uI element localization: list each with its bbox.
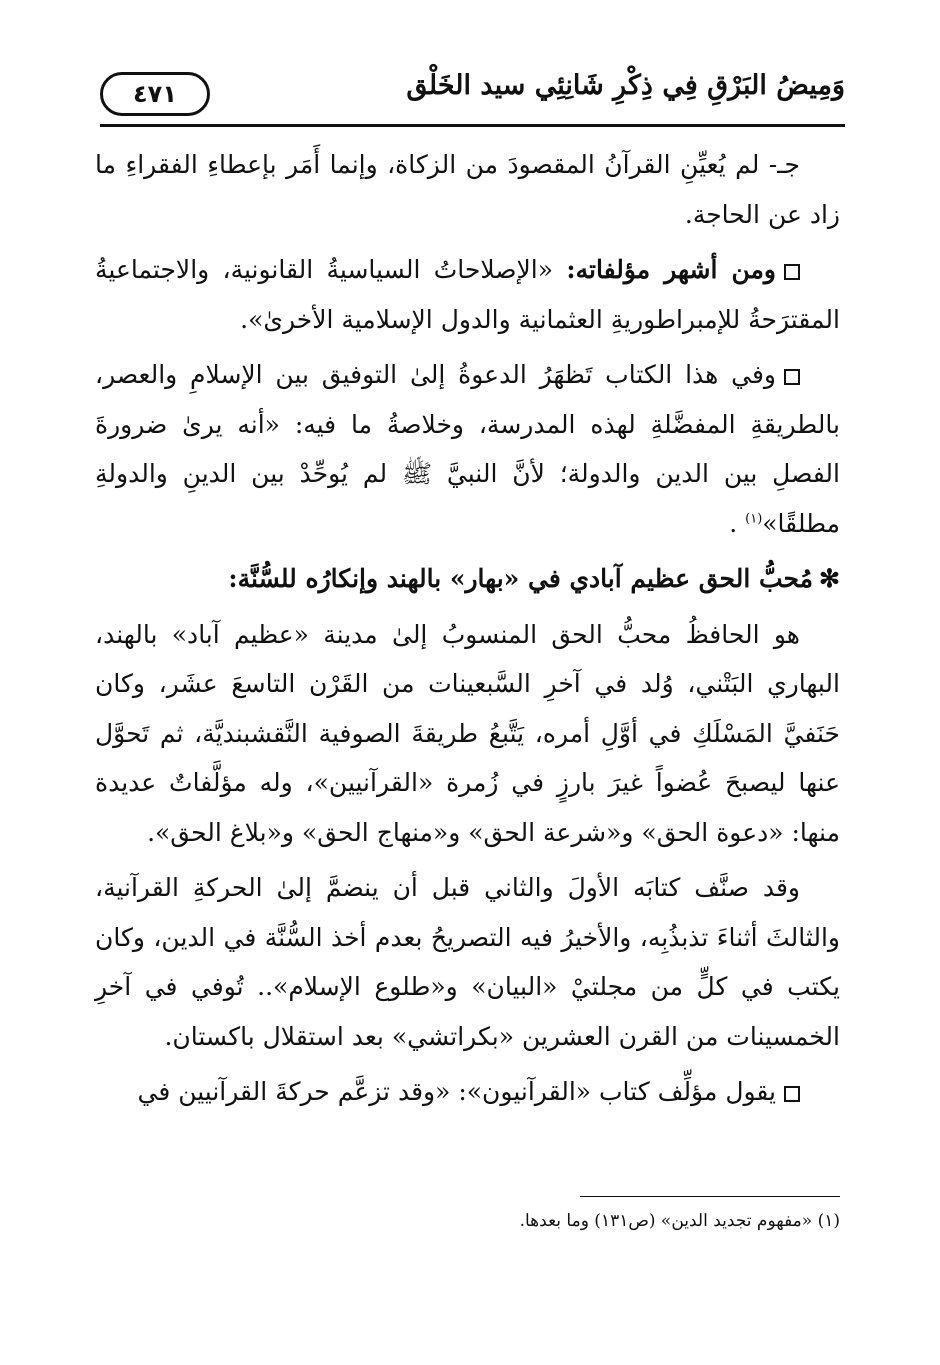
footnote-rule <box>580 1196 840 1197</box>
square-bullet-icon <box>784 369 800 385</box>
header-rule <box>100 124 845 127</box>
paragraph-2-text: «الإصلاحاتُ السياسيةُ القانونية، والاجتماعيةُ المقترَحةُ للإمبراطوريةِ العثمانية والدول الإسلامية الأخرىٰ». <box>95 255 840 334</box>
paragraph-6-text: يقول مؤلِّف كتاب «القرآنيون»: «وقد تزعَّم حركةَ القرآنيين في <box>137 1077 776 1106</box>
square-bullet-icon <box>784 264 800 280</box>
paragraph-5: وقد صنَّف كتابَه الأولَ والثاني قبل أن ينضمَّ إلىٰ الحركةِ القرآنية، والثالثَ أثناءَ تذبذُبِه، والأخيرُ فيه التصريحُ بعدم أخذ السُّنَّة في الدين، وكان يكتب في كلٍّ من مجلتيْ «البيان» و«طلوع الإسلام».. تُوفي في آخرِ الخمسينات من القرن العشرين «بكراتشي» بعد استقلال باكستان. <box>95 873 840 1051</box>
section-heading-text: مُحبُّ الحق عظيم آبادي في «بهار» بالهند وإنكارُه للسُّنَّة: <box>228 564 814 593</box>
page-header <box>100 68 845 124</box>
paragraph-3-text: وفي هذا الكتاب تَظهَرُ الدعوةُ إلىٰ التوفيق بين الإسلامِ والعصر، بالطريقةِ المفضَّلةِ لهذه المدرسة، وخلاصةُ ما فيه: «أنه يرىٰ ضرورةَ الفصلِ بين الدين والدولة؛ لأنَّ النبيَّ ﷺ لم يُوحِّدْ بين الدينِ والدولةِ مطلقًا» <box>95 360 840 538</box>
paragraph-1: جـ- لم يُعيِّنِ القرآنُ المقصودَ من الزكاة، وإنما أَمَر بإعطاءِ الفقراءِ ما زاد عن الحاجة. <box>95 150 840 229</box>
paragraph-3-end: . <box>729 508 738 538</box>
running-title: وَمِيضُ البَرْقِ فِي ذِكْرِ شَانِئِي سيد الخَلْق <box>406 70 845 101</box>
paragraph-2 <box>95 245 840 344</box>
footnote: (١) «مفهوم تجديد الدين» (ص١٣١) وما بعدها. <box>519 1211 840 1231</box>
page-number: ٤٧١ <box>100 72 210 116</box>
paragraph-2-lead: ومن أشهر مؤلفاته: <box>566 255 776 284</box>
paragraph-3 <box>95 350 840 548</box>
section-heading <box>95 554 840 604</box>
paragraph-4: هو الحافظُ محبُّ الحق المنسوبُ إلىٰ مدينة «عظيم آباد» بالهند، البهاري البَتْني، وُلد في آخرِ السَّبعينات من القَرْن التاسعَ عشَر، وكان حَنَفيَّ المَسْلَكِ في أوَّلِ أمره، يَتَّبعُ طريقةَ الصوفية النَّقشبنديَّة، ثم تَحوَّل عنها ليصبحَ عُضواً غيرَ بارزٍ في زُمرة «القرآنيين»، وله مؤلَّفاتٌ عديدة منها: «دعوة الحق» و«شرعة الحق» و«منهاج الحق» و«بلاغ الحق». <box>95 619 840 847</box>
asterisk-icon: ✻ <box>819 564 840 593</box>
paragraph-6 <box>95 1067 840 1117</box>
footnote-reference: (١) <box>745 511 763 527</box>
square-bullet-icon <box>784 1086 800 1102</box>
body-text <box>95 140 840 1123</box>
